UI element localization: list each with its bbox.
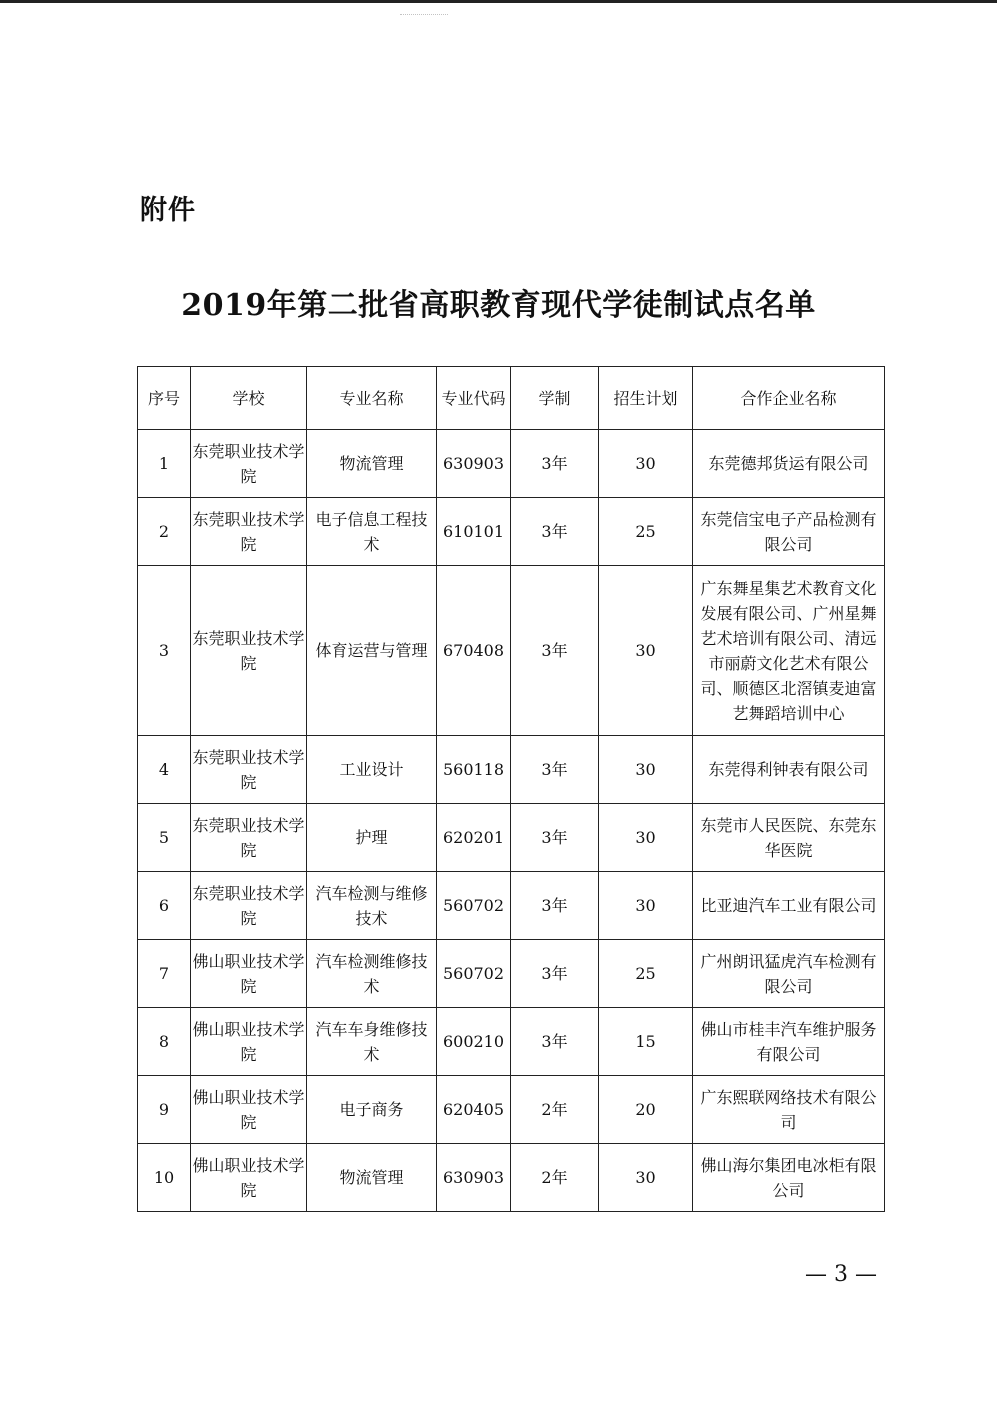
cell-partner: 比亚迪汽车工业有限公司 bbox=[693, 872, 885, 940]
table-row bbox=[138, 804, 885, 872]
cell-duration: 2年 bbox=[511, 1076, 599, 1144]
table-row bbox=[138, 566, 885, 736]
cell-enrollment: 20 bbox=[599, 1076, 693, 1144]
cell-enrollment: 30 bbox=[599, 430, 693, 498]
cell-code: 630903 bbox=[437, 1144, 511, 1212]
table-row bbox=[138, 1076, 885, 1144]
cell-enrollment: 30 bbox=[599, 566, 693, 736]
cell-partner: 广东舞星集艺术教育文化发展有限公司、广州星舞艺术培训有限公司、清远市丽蔚文化艺术有限公司、顺德区北滘镇麦迪富艺舞蹈培训中心 bbox=[693, 566, 885, 736]
cell-partner: 东莞市人民医院、东莞东华医院 bbox=[693, 804, 885, 872]
cell-school: 东莞职业技术学院 bbox=[191, 804, 307, 872]
cell-major: 体育运营与管理 bbox=[307, 566, 437, 736]
cell-duration: 3年 bbox=[511, 940, 599, 1008]
cell-index: 7 bbox=[138, 940, 191, 1008]
attachment-label: 附件 bbox=[140, 195, 196, 226]
cell-index: 10 bbox=[138, 1144, 191, 1212]
cell-index: 3 bbox=[138, 566, 191, 736]
scan-artifact bbox=[400, 14, 448, 29]
cell-major: 汽车检测与维修技术 bbox=[307, 872, 437, 940]
col-header-enrollment: 招生计划 bbox=[599, 367, 693, 430]
cell-code: 620201 bbox=[437, 804, 511, 872]
cell-duration: 3年 bbox=[511, 736, 599, 804]
table-row bbox=[138, 1144, 885, 1212]
cell-school: 东莞职业技术学院 bbox=[191, 736, 307, 804]
cell-code: 560118 bbox=[437, 736, 511, 804]
page-top-rule bbox=[0, 0, 997, 3]
cell-code: 670408 bbox=[437, 566, 511, 736]
col-header-partner: 合作企业名称 bbox=[693, 367, 885, 430]
cell-enrollment: 15 bbox=[599, 1008, 693, 1076]
cell-school: 东莞职业技术学院 bbox=[191, 498, 307, 566]
col-header-school: 学校 bbox=[191, 367, 307, 430]
table-row bbox=[138, 736, 885, 804]
cell-partner: 东莞得利钟表有限公司 bbox=[693, 736, 885, 804]
cell-duration: 3年 bbox=[511, 566, 599, 736]
table-row bbox=[138, 498, 885, 566]
table-row bbox=[138, 872, 885, 940]
table-row bbox=[138, 430, 885, 498]
cell-major: 物流管理 bbox=[307, 1144, 437, 1212]
cell-school: 佛山职业技术学院 bbox=[191, 1144, 307, 1212]
cell-school: 佛山职业技术学院 bbox=[191, 1076, 307, 1144]
cell-code: 630903 bbox=[437, 430, 511, 498]
cell-enrollment: 30 bbox=[599, 736, 693, 804]
document-title: 2019年第二批省高职教育现代学徒制试点名单 bbox=[181, 288, 816, 323]
cell-code: 620405 bbox=[437, 1076, 511, 1144]
cell-major: 工业设计 bbox=[307, 736, 437, 804]
cell-duration: 3年 bbox=[511, 498, 599, 566]
pilot-list-table bbox=[137, 366, 885, 1212]
table-header-row bbox=[138, 367, 885, 430]
cell-major: 汽车车身维修技术 bbox=[307, 1008, 437, 1076]
cell-index: 4 bbox=[138, 736, 191, 804]
cell-enrollment: 30 bbox=[599, 872, 693, 940]
cell-duration: 2年 bbox=[511, 1144, 599, 1212]
cell-code: 610101 bbox=[437, 498, 511, 566]
cell-partner: 佛山海尔集团电冰柜有限公司 bbox=[693, 1144, 885, 1212]
page-number: — 3 — bbox=[805, 1262, 877, 1287]
cell-major: 汽车检测维修技术 bbox=[307, 940, 437, 1008]
cell-enrollment: 30 bbox=[599, 1144, 693, 1212]
cell-major: 物流管理 bbox=[307, 430, 437, 498]
cell-school: 佛山职业技术学院 bbox=[191, 1008, 307, 1076]
col-header-code: 专业代码 bbox=[437, 367, 511, 430]
cell-code: 560702 bbox=[437, 940, 511, 1008]
cell-partner: 广东熙联网络技术有限公司 bbox=[693, 1076, 885, 1144]
cell-index: 6 bbox=[138, 872, 191, 940]
cell-partner: 东莞德邦货运有限公司 bbox=[693, 430, 885, 498]
cell-code: 600210 bbox=[437, 1008, 511, 1076]
col-header-index: 序号 bbox=[138, 367, 191, 430]
cell-enrollment: 25 bbox=[599, 498, 693, 566]
cell-duration: 3年 bbox=[511, 872, 599, 940]
cell-duration: 3年 bbox=[511, 1008, 599, 1076]
col-header-duration: 学制 bbox=[511, 367, 599, 430]
cell-school: 东莞职业技术学院 bbox=[191, 872, 307, 940]
cell-index: 1 bbox=[138, 430, 191, 498]
cell-index: 2 bbox=[138, 498, 191, 566]
cell-school: 东莞职业技术学院 bbox=[191, 430, 307, 498]
cell-partner: 广州朗讯猛虎汽车检测有限公司 bbox=[693, 940, 885, 1008]
cell-school: 东莞职业技术学院 bbox=[191, 566, 307, 736]
cell-duration: 3年 bbox=[511, 804, 599, 872]
table-row bbox=[138, 1008, 885, 1076]
cell-enrollment: 25 bbox=[599, 940, 693, 1008]
cell-duration: 3年 bbox=[511, 430, 599, 498]
cell-major: 电子商务 bbox=[307, 1076, 437, 1144]
cell-index: 9 bbox=[138, 1076, 191, 1144]
col-header-major: 专业名称 bbox=[307, 367, 437, 430]
cell-index: 8 bbox=[138, 1008, 191, 1076]
cell-partner: 佛山市桂丰汽车维护服务有限公司 bbox=[693, 1008, 885, 1076]
cell-partner: 东莞信宝电子产品检测有限公司 bbox=[693, 498, 885, 566]
cell-index: 5 bbox=[138, 804, 191, 872]
cell-code: 560702 bbox=[437, 872, 511, 940]
cell-major: 护理 bbox=[307, 804, 437, 872]
cell-school: 佛山职业技术学院 bbox=[191, 940, 307, 1008]
cell-enrollment: 30 bbox=[599, 804, 693, 872]
cell-major: 电子信息工程技术 bbox=[307, 498, 437, 566]
table-row bbox=[138, 940, 885, 1008]
